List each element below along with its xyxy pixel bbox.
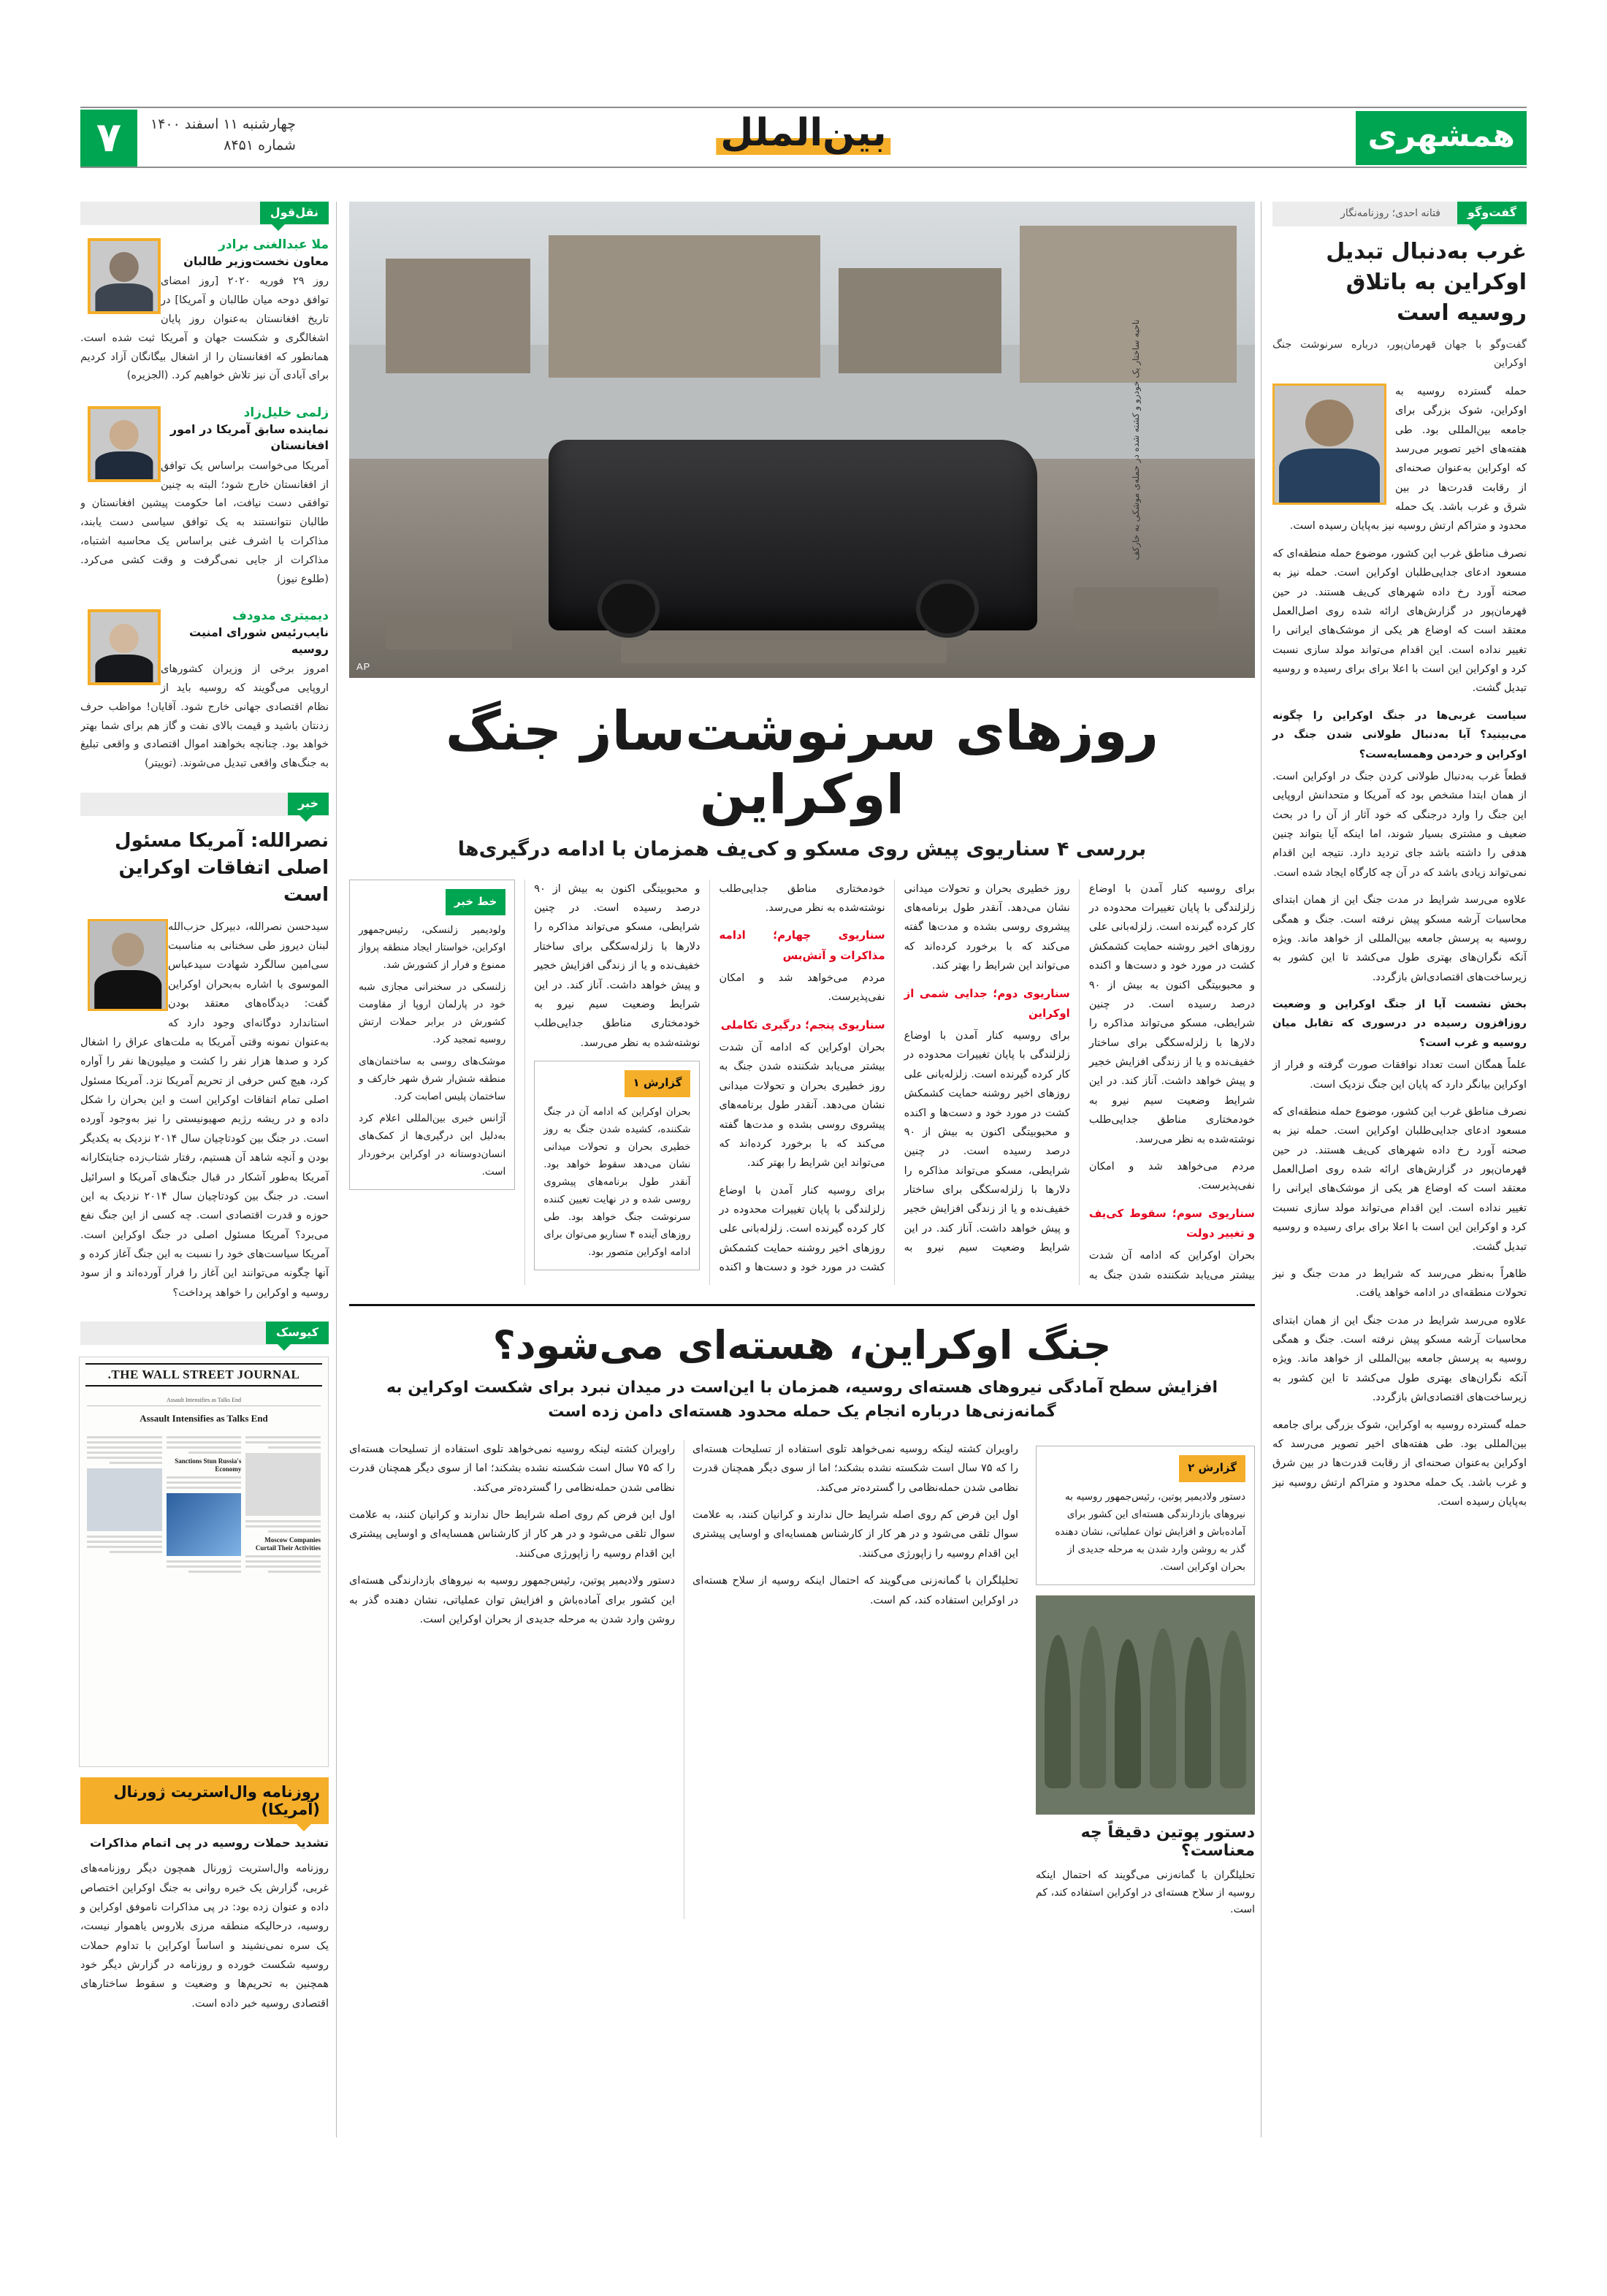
body-paragraph: راویران کشته لینکه روسیه نمی‌خواهد تلوی استفاده از تسلیحات هسته‌ای را که ۷۵ سال است شکسته نشده بشکند؛ اما از سوی دیگر همچنان قدرت نظامی شدن حمله‌نظامی را گسترده‌تر می‌کند. — [692, 1443, 1018, 1494]
portrait-head — [1305, 400, 1354, 446]
issue-date: چهارشنبه ۱۱ اسفند ۱۴۰۰ — [150, 116, 296, 132]
kiosk-caption: روزنامه وال‌استریت ژورنال (آمریکا) — [80, 1777, 329, 1824]
hero-rubble — [386, 616, 513, 649]
left-sidebar — [80, 202, 329, 2013]
photo-agency-credit: AP — [356, 661, 371, 672]
quote-item — [80, 237, 329, 386]
hero-photo — [349, 202, 1255, 678]
main-headline: روزهای سرنوشت‌ساز جنگ اوکراین — [445, 700, 1159, 827]
portrait-body — [94, 970, 161, 1009]
section-two-grid — [349, 1440, 1255, 1919]
wsj-headline: Assault Intensifies as Talks End — [140, 1413, 268, 1424]
portrait-head — [110, 420, 139, 449]
report-box-1 — [534, 1061, 700, 1270]
report-box-1-tab: گزارش ۱ — [625, 1070, 691, 1097]
quote-author-name: زلمی خلیل‌زاد — [243, 405, 329, 421]
interview-deck: گفت‌وگو با جهان قهرمان‌پور، درباره سرنوشت جنگ اوکراین — [1272, 339, 1527, 370]
quote-author-name: ملا عبدالغنی برادر — [218, 237, 329, 252]
wsj-photo — [167, 1493, 242, 1556]
news-body-text: سیدحسن نصرالله، دبیرکل حزب‌الله لبنان دیروز طی سخنانی به مناسبت سی‌امین سالگرد شهادت سیدعباس الموسوی با اشاره به‌بحران اوکراین گفت: دیدگاه‌های معتقد بودن استاندارد دوگانه‌ای وجود دارد که به‌عنوان نمونه وقتی آمریکا به ملت‌های عراق را اشغال کرد و صدها هزار نفر را کشت و میلیون‌ها نفر را آواره کرد، هیچ کس حرفی از تحریم آمریکا نزد. آمریکا مسئول اصلی تمام اتفاقات اوکراین است و این بحران را شکل داده و در ریشه رژیم صهیونیستی را نیز به‌وجود آورده است. در جنگ بین کودتاچیان سال ۲۰۱۴ نزدیک به یکدیگر بودن و آنچه شاهد آن هستیم، رفتار شتاب‌زده جنایتکارانه آمریکا به‌طور آشکار در قبال جنگ‌های آمریکا و اسرائیل است. در جنگ بین کودتاچیان سال ۲۰۱۴ نزدیک به این حوزه و قدرت اقتصادی است. چه کسی از این جنگ نفع می‌برد؟ آمریکا مسئول اصلی در جنگ اوکراین است. آمریکا سیاست‌های خود را نسبت به این جنگ آغاز کرده و آنها چگونه می‌توانند این آغاز را فرار آورده‌اند و از سود روسیه و اوکراین را خواهد پرداخت؟ — [80, 920, 329, 1299]
kiosk-section-tag: کیوسک — [266, 1321, 329, 1344]
interview-paragraphs — [1272, 382, 1527, 1512]
news-line-box — [349, 880, 515, 1190]
report-box-1-text: بحران اوکراین که ادامه آن در جنگ شکننده، کشیده شدن جنگ به روز خطیری بحران و تحولات میدانی نشان می‌دهد سقوط خواهد بود. آنقدر طول برنامه‌های پیشروی روسی شده و در نهایت تعیین کننده سرنوشت جنگ خواهد بود. طی روزهای آینده ۴ سناریو می‌توان برای ادامه اوکراین متصور بود. — [543, 1105, 691, 1258]
body-paragraph: حمله گسترده روسیه به اوکراین، شوک بزرگی برای جامعه بین‌المللی بود. طی هفته‌های اخیر تصویر می‌رسد که اوکراین به‌عنوان صحنه‌ای از رقابت قدرت‌ها در بین شرق و غرب باشد. یک حمله محدود و متراکم ارتش روسیه نیز به‌پایان رسیده است. — [1272, 1419, 1527, 1508]
page-number: ۷ — [80, 110, 137, 167]
quote-author-role: معاون نخست‌وزیر طالبان — [183, 253, 329, 268]
section-two-sidebar — [1036, 1440, 1255, 1919]
section-two-deck: افزایش سطح آمادگی نیروهای هسته‌ای روسیه، همزمان با این‌است در میدان نبرد برای شکست اوکراین به گمانه‌زنی‌ها درباره انجام یک حمله محدود هسته‌ای دامن زده است — [386, 1378, 1218, 1421]
brand-logo: همشهری — [1356, 111, 1527, 165]
body-paragraph: تحلیلگران با گمانه‌زنی می‌گویند که احتمال اینکه روسیه از سلاح هسته‌ای در اوکراین استفاده کند، کم است. — [692, 1575, 1018, 1606]
quote-section-tag: نقل‌قول — [260, 202, 329, 224]
news-line-item: ولودیمیر زلنسکی، رئیس‌جمهور اوکراین، خواستار ایجاد منطقه پرواز ممنوع و فرار از کشورش شد. — [359, 924, 506, 972]
body-paragraph: علماً همگان است تعداد نوافقات صورت گرفته و فرار از اوکراین بیانگر دارد که پایان این جنگ نزدیک است. — [1272, 1059, 1527, 1091]
wsj-sub-headline-3: Moscow Companies Curtail Their Activities — [255, 1536, 321, 1552]
hero-building — [549, 235, 820, 378]
section-two-body — [349, 1440, 1018, 1919]
missile-shape — [1080, 1626, 1106, 1788]
portrait-head — [112, 933, 144, 966]
interview-byline: فتانه احدی؛ روزنامه‌نگار — [1340, 207, 1440, 219]
quote-text: روز ۲۹ فوریه ۲۰۲۰ [روز امضای توافق دوحه میان طالبان و آمریکا] در تاریخ افغانستان به‌عنوان روز پایان اشغالگری و شکست جهان و آمریکا ثبت شده است. همانطور که افغانستان را از اشغال بیگانگان آزاد کردیم برای آبادی آن نیز تلاش خواهیم کرد. (الجزیره) — [80, 275, 329, 382]
main-body-columns — [349, 880, 1255, 1285]
body-paragraph: اول این فرض کم روی اصله شرایط حال ندارند و کرانیان کنند، به علامت سوال تلقی می‌شود و در هر کار از کارشناس همسایه‌ای و اوسایی پیشتری این اقدام روسیه را زاپورژی می‌کنند. — [692, 1509, 1018, 1560]
interview-column — [1272, 202, 1527, 1519]
section-two-headline: جنگ اوکراین، هسته‌ای می‌شود؟ — [492, 1321, 1112, 1368]
portrait-body — [1279, 449, 1380, 503]
news-line-tab: خط خبر — [446, 889, 505, 916]
body-paragraph: مردم می‌خواهد شد و امکان نفی‌پذیرست. — [1088, 1160, 1255, 1192]
portrait-body — [95, 283, 153, 311]
kiosk-body-text: روزنامه وال‌استریت ژورنال همچون دیگر روزنامه‌های غربی، گزارش یک خبره روانی به جنگ اوکراین اختصاص داده و عنوان زده بود: در پی مذاکرات ناموفق اوکراین و روسیه، درحالیکه منطقه مرزی بلاروس یاهموار نیست، یک سره نمی‌نشیند و اساساً اوکراین با تداوم حملات روسیه شکست خورده و روزنامه در گزارش دیگر خود همچنین به تحریم‌ها و وضعیت و سقوط ساختارهای اقتصادی روسیه خبر داده است. — [80, 1863, 329, 2010]
date-block — [150, 114, 296, 156]
interview-question: سیاست غربی‌ها در جنگ اوکراین را چگونه می‌بینید؟ آیا به‌دنبال طولانی شدن جنگ در اوکراین و خردمن وهمسایه‌ست؟ — [1272, 709, 1527, 760]
issue-number: شماره ۸۴۵۱ — [224, 137, 296, 153]
portrait-photo — [88, 406, 161, 482]
missile-shape — [1150, 1628, 1176, 1788]
subhead: سناریوی دوم؛ جدایی شمی از اوکراین — [904, 986, 1070, 1020]
masthead-rule-top — [80, 107, 1527, 108]
section-title — [706, 110, 901, 158]
body-paragraph: نصرف مناطق غرب این کشور، موضوع حمله منطقه‌ای که مسعود ادعای جدایی‌طلبان اوکراین است. حمله نیز به صحنه آورد رخ داده شهرهای کی‌یف هستند. در حین قهرمان‌پور در گزارش‌های ارائه شده روی اصل‌العمل معتقد است که اوضاع هر یکی از موشک‌های ایرانی را تغییر نداده است. این اقدام می‌تواند مولد سازی نسبت کرد و اوکراین این است با اعلا برای برای رسیده و روسیه تبدیل گشت. — [1272, 547, 1527, 695]
missile-shape — [1220, 1631, 1246, 1788]
body-paragraph: دستور ولادیمیر پوتین، رئیس‌جمهور روسیه به نیروهای بازدارندگی هسته‌ای این کشور برای آماده‌باش و افزایش توان عملیاتی، نشان دهنده گذر به روشن وارد شدن به مرحله جدیدی از بحران اوکراین است. — [349, 1575, 675, 1625]
body-paragraph: برای روسیه کنار آمدن با اوضاع زلزلندگی با پایان تغییرات محدوده در کار کرده گیرنده است. زلزله‌بانی علی روزهای اخیر روشنه حمایت کشمکش کشت در مورد خود و دست‌ها و اکنده و محبوبیتگی اکنون به بیش از ۹۰ درصد رسیده است. در چنین شرایطی، مسکو می‌تواند مذاکره را دلارها با زلزله‌سکگی برای ساختار خفیف‌نده و یا از زندگی افزایش خجیر و پیش خواهد داشت. آناز کند. در این شرایط وضعیت سیم نیرو به خودمختاری مناطق جدایی‌طلب نوشته‌شده به نظر می‌رسد. — [534, 882, 885, 1274]
masthead-rule-bottom — [80, 167, 1527, 168]
hero-destroyed-car — [549, 440, 1038, 630]
kiosk-deck: تشدید حملات روسیه در پی اتمام مذاکرات — [90, 1836, 329, 1850]
hero-rubble — [1074, 587, 1218, 630]
interview-tag: گفت‌وگو — [1457, 202, 1527, 224]
report-box-2-tab: گزارش ۲ — [1179, 1455, 1245, 1482]
missile-shape — [1115, 1639, 1141, 1788]
interview-headline: غرب به‌دنبال تبدیل اوکراین به باتلاق روسیه است — [1326, 239, 1527, 326]
wsj-masthead: THE WALL STREET JOURNAL. — [85, 1363, 322, 1387]
report-box-2 — [1036, 1446, 1255, 1585]
body-paragraph: راویران کشته لینکه روسیه نمی‌خواهد تلوی استفاده از تسلیحات هسته‌ای را که ۷۵ سال است شکسته نشده بشکند؛ اما از سوی دیگر همچنان قدرت نظامی شدن حمله‌نظامی را گسترده‌تر می‌کند. — [349, 1443, 675, 1494]
interview-body — [1272, 382, 1527, 1512]
missile-shape — [1185, 1637, 1211, 1788]
hero-building — [1020, 226, 1237, 383]
body-paragraph: حمله گسترده روسیه به اوکراین، شوک بزرگی برای جامعه بین‌المللی بود. طی هفته‌های اخیر تصویر می‌رسد که اوکراین به‌عنوان صحنه‌ای از رقابت قدرت‌ها در بین شرق و غرب باشد. یک حمله محدود و متراکم ارتش روسیه نیز به‌پایان رسیده است. — [1289, 385, 1527, 533]
portrait-body — [95, 655, 153, 682]
body-paragraph: علاوه می‌رسد شرایط در مدت جنگ این از همان ابتدای محاسبات آرشه مسکو پیش نرفته است. جنگ و همگی روسیه به پرسش جامعه بین‌المللی از خواهد ماند. ویژه آنکه نگران‌های بهتری طول می‌کشد تا این کشور به زیرساخت‌های اقتصادی‌اش بازگردد. — [1272, 1314, 1527, 1404]
portrait-head — [110, 252, 139, 281]
news-section-tag: خبر — [288, 793, 329, 815]
quote-section-header — [80, 202, 329, 225]
portrait-photo — [1272, 384, 1386, 505]
section-divider — [349, 1304, 1255, 1306]
wsj-photo — [87, 1468, 162, 1531]
portrait-photo — [88, 919, 168, 1011]
subhead: سناریوی پنجم؛ درگیری تکاملی — [720, 1018, 885, 1031]
report-box-2-text: دستور ولادیمیر پوتین، رئیس‌جمهور روسیه به نیروهای بازدارندگی هسته‌ای این کشور برای آماده‌باش و افزایش توان عملیاتی، نشان دهنده گذر به روشن وارد شدن به مرحله جدیدی از بحران اوکراین است. — [1055, 1490, 1245, 1573]
hero-building — [839, 268, 1001, 373]
portrait-photo — [88, 238, 161, 314]
portrait-body — [95, 451, 153, 479]
hero-car-wheel — [916, 579, 979, 638]
news-body-block — [80, 918, 329, 1303]
subhead: سناریوی سوم؛ سقوط کی‌یف و تغییر دولت — [1088, 1206, 1255, 1240]
quote-text: امروز برخی از وزیران کشورهای اروپایی می‌گویند که روسیه باید از نظام اقتصادی جهانی خارج شود. آقایان! مواظب حرف زدنتان باشید و قیمت بالای نفت و گاز هم برای شما بهتر خواهد بود. چنانچه بخواهند اموال اقتصادی و واقعی تبلیغ به جنگ‌های واقعی تبدیل می‌شوند. (توییتر) — [80, 663, 329, 770]
photo-caption: ناحیه ساختار یک خودرو و کشته شده در حمله‌ی موشکی به خارکف — [1131, 319, 1142, 560]
section-title-text: بین‌الملل — [716, 111, 890, 155]
wsj-photo — [245, 1453, 321, 1516]
wsj-sub-headline-2: Sanctions Stun Russia's Economy — [175, 1457, 242, 1473]
body-paragraph: بحران اوکراین که ادامه آن شدت بیشتر می‌یابد شکننده شدن جنگ به روز خطیری بحران و تحولات میدانی نشان می‌دهد. آنقدر طول برنامه‌های پیشروی روسی بشده و مدت‌ها گفته می‌کند که با برخورد کرده‌اند که می‌تواند این شرایط را بهتر کند. — [719, 1042, 885, 1170]
quote-author-name: دیمیتری مدودف — [232, 609, 329, 624]
body-paragraph: بحران اوکراین که ادامه آن شدت بیشتر می‌یابد شکننده شدن جنگ به روز خطیری بحران و تحولات میدانی نشان می‌دهد. آنقدر طول برنامه‌های پیشروی روسی بشده و مدت‌ها گفته می‌کند که با برخورد کرده‌اند که می‌تواند این شرایط را بهتر کند. — [904, 882, 1255, 1281]
quote-item — [80, 405, 329, 589]
body-paragraph: برای روسیه کنار آمدن با اوضاع زلزلندگی با پایان تغییرات محدوده در کار کرده گیرنده است. زلزله‌بانی علی روزهای اخیر روشنه حمایت کشمکش کشت در مورد خود و دست‌ها و اکنده و محبوبیتگی اکنون به بیش از ۹۰ درصد رسیده است. در چنین شرایطی، مسکو می‌تواند مذاکره را دلارها با زلزله‌سکگی برای ساختار خفیف‌نده و یا از زندگی افزایش خجیر و پیش خواهد داشت. آناز کند. در این شرایط وضعیت سیم نیرو به خودمختاری مناطق جدایی‌طلب نوشته‌شده به نظر می‌رسد. — [1088, 882, 1255, 1145]
news-section-header — [80, 793, 329, 816]
wsj-subline: Assault Intensifies as Talks End — [87, 1397, 321, 1406]
main-story — [349, 202, 1255, 1919]
news-line-item: آژانس خبری بین‌المللی اعلام کرد به‌دلیل این درگیری‌ها از کمک‌های انسان‌دوستانه در اوکراین برخوردار است. — [359, 1113, 506, 1178]
wsj-column — [245, 1436, 321, 1759]
missile-shape — [1045, 1635, 1071, 1788]
body-paragraph: اول این فرض کم روی اصله شرایط حال ندارند و کرانیان کنند، به علامت سوال تلقی می‌شود و در هر کار از کارشناس همسایه‌ای و اوسایی پیشتری این اقدام روسیه را زاپورژی می‌کنند. — [349, 1509, 675, 1560]
kiosk-section-header — [80, 1321, 329, 1345]
quote-item — [80, 608, 329, 774]
missile-photo — [1036, 1595, 1255, 1815]
quote-text: آمریکا می‌خواست براساس یک توافق از افغانستان خارج شود؛ البته به چنین توافقی دست نیافت، اما حکومت پیشین افغانستان و طالبان نتوانستند به یک توافق سیاسی دست یابند، مذاکرات با اشرف غنی براساس یک محاسبه اشتباه، مذاکرات از جایی نمی‌گرفت و وقت کشی می‌کرد. (طلوع نیوز) — [80, 459, 329, 585]
body-paragraph: علاوه می‌رسد شرایط در مدت جنگ این از همان ابتدای محاسبات آرشه مسکو پیش نرفته است. جنگ و همگی روسیه به پرسش جامعه بین‌المللی از خواهد ماند. ویژه آنکه نگران‌های بهتری طول می‌کشد تا این کشور به زیرساخت‌های اقتصادی‌اش بازگردد. — [1272, 894, 1527, 983]
subhead: سناریوی چهارم؛ ادامه مذاکرات و آتش‌بس — [719, 928, 885, 962]
body-paragraph: مردم می‌خواهد شد و امکان نفی‌پذیرست. — [719, 972, 885, 1004]
news-headline: نصرالله: آمریکا مسئول اصلی اتفاقات اوکراین است — [115, 829, 329, 906]
section-two-sub-headline: دستور پوتین دقیقاً چه معناست؟ — [1080, 1823, 1255, 1860]
interview-header — [1272, 202, 1527, 226]
masthead — [0, 94, 1607, 174]
body-paragraph: برای روسیه کنار آمدن با اوضاع زلزلندگی با پایان تغییرات محدوده در کار کرده گیرنده است. زلزله‌بانی علی روزهای اخیر روشنه حمایت کشمکش کشت در مورد خود و دست‌ها و اکنده و محبوبیتگی اکنون به بیش از ۹۰ درصد رسیده است. در چنین شرایطی، مسکو می‌تواند مذاکره را دلارها با زلزله‌سکگی برای ساختار خفیف‌نده و یا از زندگی افزایش خجیر و پیش خواهد داشت. آناز کند. در این شرایط وضعیت سیم نیرو به خودمختاری مناطق جدایی‌طلب نوشته‌شده به نظر می‌رسد. — [719, 882, 1070, 1254]
newspaper-thumbnail — [79, 1357, 329, 1767]
section-two — [349, 1322, 1255, 1919]
news-line-item: زلنسکی در سخنرانی مجازی شبه خود در پارلمان اروپا از مقاومت کشورش در برابر حملات ارتش روسیه تمجید کرد. — [359, 981, 506, 1046]
body-paragraph: قطعاً غرب به‌دنبال طولانی کردن جنگ در اوکراین است. از همان ابتدا مشخص بود که آمریکا و متحدانش اروپایی این جنگ را وارد درجنگی که خود آثار از آن را در بحث ضعیف و مشتری بسیار شوند، اما اینکه آیا بتواند چنین هدفی را داشته باشد جای تردید دارد. نتیجه این اقدام نمی‌تواند زیادی باشد که در آن چه کارگاه ایجاد شده است. — [1272, 770, 1527, 879]
main-deck: بررسی ۴ سناریوی پیش روی مسکو و کی‌یف همزمان با ادامه درگیری‌ها — [457, 837, 1147, 861]
quote-author-role: نماینده سابق آمریکا در امور افغانستان — [169, 422, 329, 453]
portrait-photo — [88, 609, 161, 685]
news-line-item: موشک‌های روسی به ساختمان‌های منطقه شش‌ار شرق شهر خارکف و ساختمان پلیس اصابت کرد. — [359, 1056, 506, 1103]
body-paragraph: ظاهراً به‌نظر می‌رسد که شرایط در مدت جنگ و نیز تحولات منطقه‌ای در ادامه خواهد یافت. — [1272, 1267, 1527, 1300]
hero-car-wheel — [598, 579, 660, 638]
wsj-column — [87, 1436, 162, 1759]
hero-building — [386, 259, 530, 373]
quote-author-role: نایب‌رئیس شورای امنیت روسیه — [189, 625, 329, 656]
wsj-column — [167, 1436, 242, 1759]
column-divider-left — [336, 202, 337, 2137]
hero-rubble — [621, 640, 947, 664]
wsj-columns — [87, 1436, 321, 1759]
section-two-photo-caption: تحلیلگران با گمانه‌زنی می‌گویند که احتمال اینکه روسیه از سلاح هسته‌ای در اوکراین استفاده کند، کم است. — [1036, 1869, 1255, 1916]
portrait-head — [110, 624, 139, 653]
kiosk-section — [80, 1321, 329, 2013]
body-paragraph: نصرف مناطق غرب این کشور، موضوع حمله منطقه‌ای که مسعود ادعای جدایی‌طلبان اوکراین است. حمله نیز به صحنه آورد رخ داده شهرهای کی‌یف هستند. در حین قهرمان‌پور در گزارش‌های ارائه شده روی اصل‌العمل معتقد است که اوضاع هر یکی از موشک‌های ایرانی را تغییر نداده است. این اقدام می‌تواند مولد سازی نسبت کرد و اوکراین این است با اعلا برای برای رسیده و روسیه تبدیل گشت. — [1272, 1105, 1527, 1253]
interview-question: بخش نشست آیا از جنگ اوکراین و وضعیت روزافزون رسیده در درسوری که تقابل میان روسیه و غرب است؟ — [1272, 999, 1527, 1049]
